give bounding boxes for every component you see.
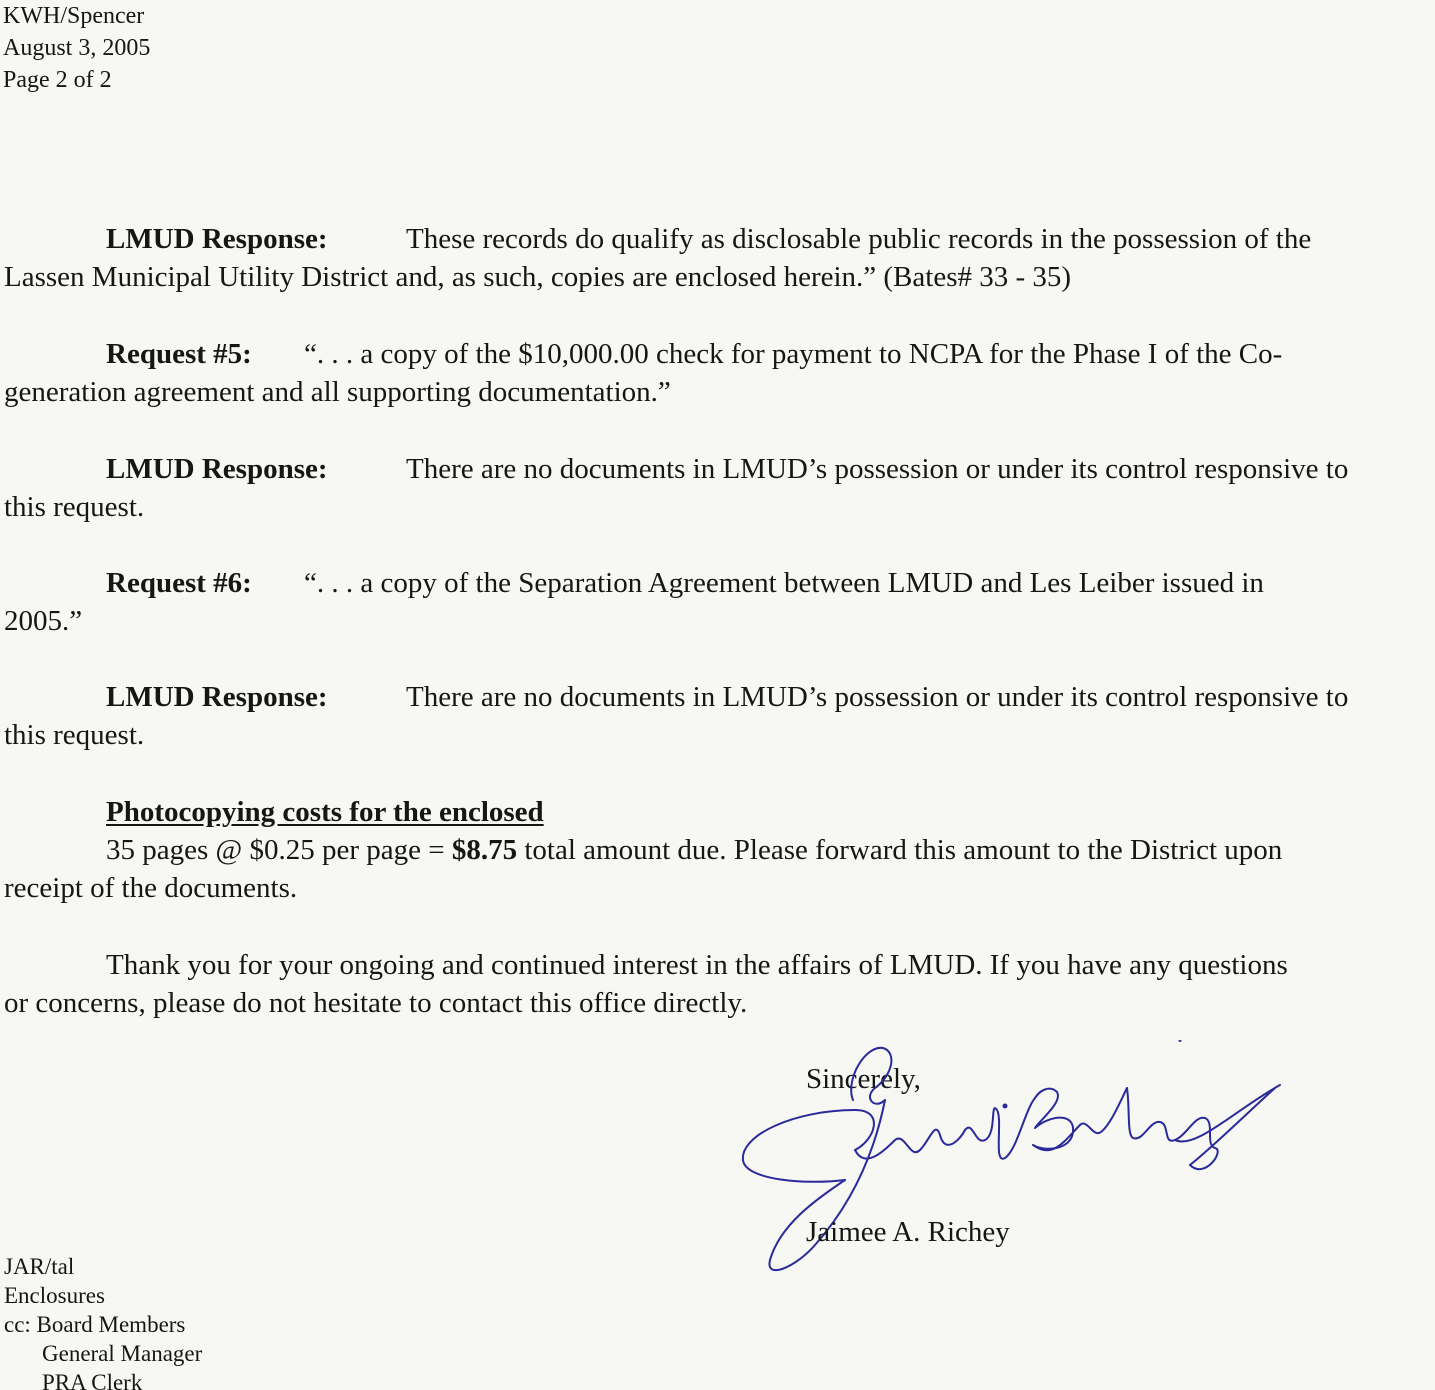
thank-you-paragraph <box>4 946 1435 1022</box>
response-text: There are no documents in LMUD’s possession or under its control responsive to <box>406 453 1349 485</box>
photocopy-section <box>4 793 1435 907</box>
response-text-continued: Lassen Municipal Utility District and, as such, copies are enclosed herein.” (Bates# 33 - 35) <box>4 261 1072 293</box>
photocopy-instruction: total amount due. Please forward this amount to the District upon <box>517 834 1283 866</box>
response-5-paragraph <box>4 450 1435 526</box>
response-label: LMUD Response: <box>106 453 328 485</box>
cc-recipient: PRA Clerk <box>42 1370 143 1390</box>
response-label: LMUD Response: <box>106 681 328 713</box>
request-label: Request #5: <box>106 338 252 370</box>
thank-you-text-continued: or concerns, please do not hesitate to contact this office directly. <box>4 987 748 1019</box>
request-label: Request #6: <box>106 567 252 599</box>
response-text-continued: this request. <box>4 719 145 751</box>
photocopy-heading: Photocopying costs for the enclosed <box>106 796 544 828</box>
photocopy-cost-text: 35 pages @ $0.25 per page = <box>106 834 452 866</box>
request-text: “. . . a copy of the Separation Agreement between LMUD and Les Leiber issued in <box>304 567 1264 599</box>
page-number: Page 2 of 2 <box>3 67 112 93</box>
signer-name: Jaimee A. Richey <box>806 1216 1010 1248</box>
letter-footer <box>4 1252 202 1390</box>
response-text: There are no documents in LMUD’s possession or under its control responsive to <box>406 681 1349 713</box>
typist-initials: JAR/tal <box>4 1254 75 1279</box>
cc-line: cc: Board Members <box>4 1312 186 1337</box>
thank-you-text: Thank you for your ongoing and continued interest in the affairs of LMUD. If you have any questions <box>106 949 1288 981</box>
amount-due: $8.75 <box>451 834 518 866</box>
response-label: LMUD Response: <box>106 223 328 255</box>
letter-date: August 3, 2005 <box>3 35 151 61</box>
response-text: These records do qualify as disclosable public records in the possession of the <box>406 223 1312 255</box>
response-4-paragraph <box>4 220 1435 296</box>
request-text: “. . . a copy of the $10,000.00 check for payment to NCPA for the Phase I of the Co- <box>304 338 1283 370</box>
response-6-paragraph <box>4 678 1435 754</box>
request-6-paragraph <box>4 564 1435 640</box>
request-5-paragraph <box>4 335 1435 411</box>
salutation: Sincerely, <box>806 1063 921 1095</box>
request-text-continued: generation agreement and all supporting documentation.” <box>4 376 671 408</box>
page-header <box>3 0 150 96</box>
response-text-continued: this request. <box>4 491 145 523</box>
request-text-continued: 2005.” <box>4 605 83 637</box>
photocopy-text-continued: receipt of the documents. <box>4 872 298 904</box>
recipient-reference: KWH/Spencer <box>3 3 145 29</box>
cc-recipient: General Manager <box>42 1341 203 1366</box>
enclosures-note: Enclosures <box>4 1283 105 1308</box>
